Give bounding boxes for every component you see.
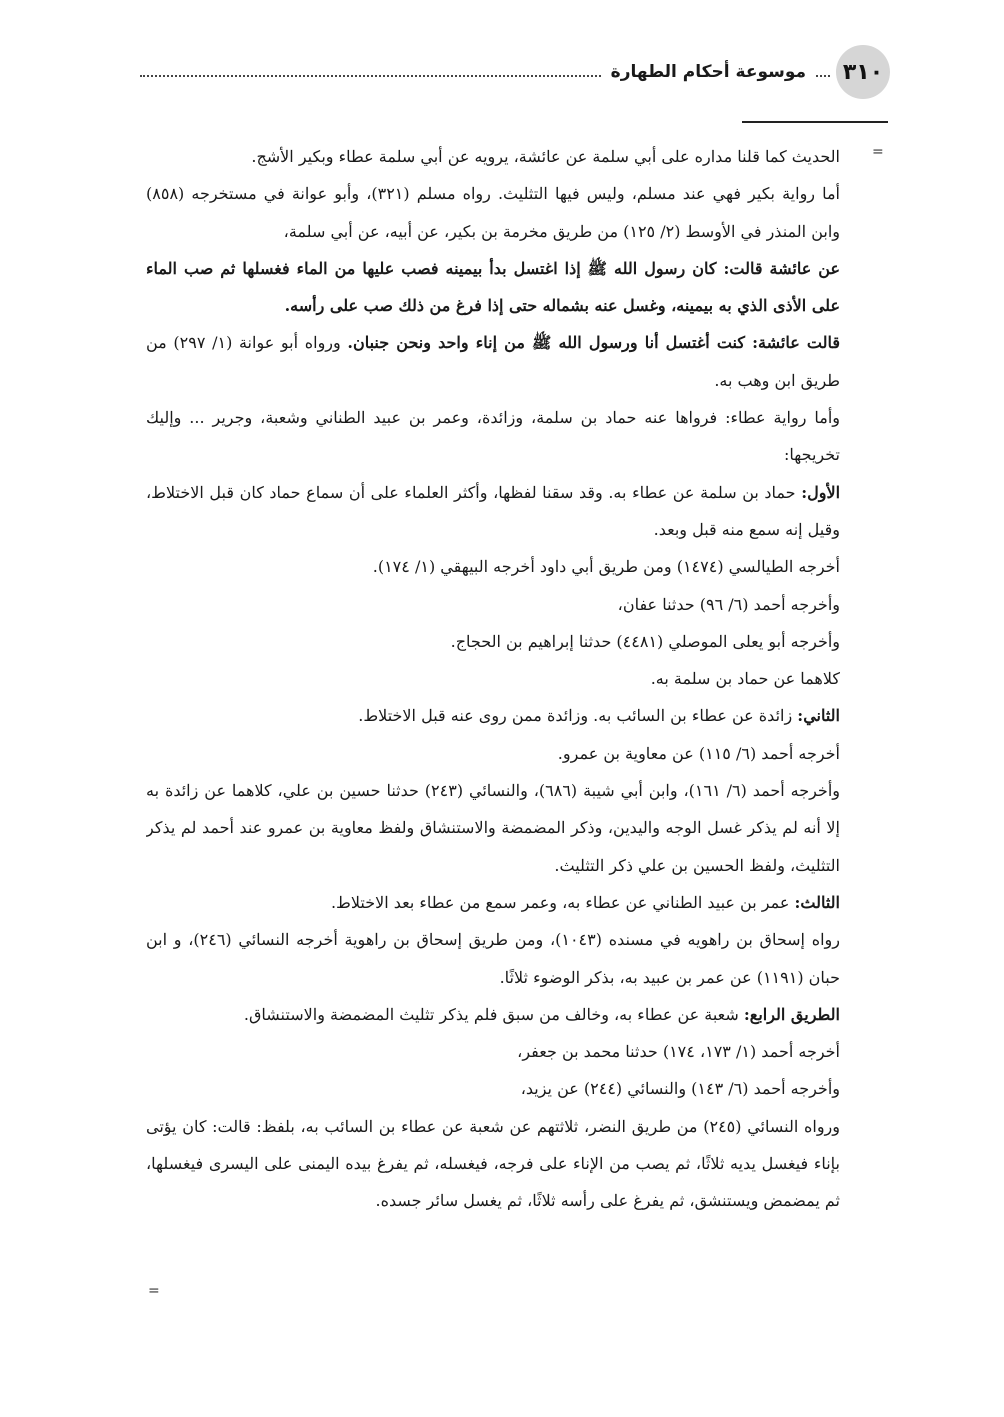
continuation-marker-top: = bbox=[872, 144, 884, 160]
paragraph: قالت عائشة: كنت أغتسل أنا ورسول الله ﷺ من إناء واحد ونحن جنبان. ورواه أبو عوانة (١/ ٢٩٧) من طريق ابن وهب به. bbox=[146, 333, 840, 390]
paragraph: أما رواية بكير فهي عند مسلم، وليس فيها التثليث. رواه مسلم (٣٢١)، وأبو عوانة في مستخرجه (٨٥٨) وابن المنذر في الأوسط (٢/ ١٢٥) من طريق مخرمة بن بكير، عن أبيه، عن أبي سلمة، bbox=[146, 184, 840, 241]
paragraph: وأخرجه أحمد (٦/ ١٦١)، وابن أبي شيبة (٦٨٦)، والنسائي (٢٤٣) حدثنا حسين بن علي، كلاهما عن زائدة به إلا أنه لم يذكر غسل الوجه واليدين، وذكر المضمضة والاستنشاق ولفظ معاوية بن عمرو عند أحمد لم يذكر التثليث، ولفظ الحسين بن علي ذكر التثليث. bbox=[146, 781, 840, 875]
paragraph: أخرجه الطيالسي (١٤٧٤) ومن طريق أبي داود أخرجه البيهقي (١/ ١٧٤). bbox=[372, 557, 840, 577]
paragraph: وأخرجه أحمد (٦/ ١٤٣) والنسائي (٢٤٤) عن يزيد، bbox=[520, 1079, 840, 1099]
header-dots-long bbox=[140, 75, 601, 77]
page-header bbox=[140, 44, 890, 100]
paragraph: أخرجه أحمد (٦/ ١١٥) عن معاوية بن عمرو. bbox=[557, 743, 840, 763]
footnote-body bbox=[146, 138, 840, 1318]
paragraph: وأخرجه أحمد (٦/ ٩٦) حدثنا عفان، bbox=[617, 594, 840, 614]
paragraph: وأخرجه أبو يعلى الموصلي (٤٤٨١) حدثنا إبراهيم بن الحجاج. bbox=[450, 631, 840, 651]
paragraph: الأول: حماد بن سلمة عن عطاء به. وقد سقنا لفظها، وأكثر العلماء على أن سماع حماد كان قبل الاختلاط، وقيل إنه سمع منه قبل وبعد. bbox=[146, 482, 840, 539]
paragraph-bold-quote: عن عائشة قالت: كان رسول الله ﷺ إذا اغتسل بدأ بيمينه فصب عليها من الماء فغسلها ثم صب الماء على الأذى الذي به بيمينه، وغسل عنه بشماله حتى إذا فرغ من ذلك صب على رأسه. bbox=[146, 258, 840, 316]
paragraph: الثاني: زائدة عن عطاء بن السائب به. وزائدة ممن روى عنه قبل الاختلاط. bbox=[358, 706, 840, 726]
paragraph: كلاهما عن حماد بن سلمة به. bbox=[650, 669, 840, 689]
paragraph: وأما رواية عطاء: فرواها عنه حماد بن سلمة، وزائدة، وعمر بن عبيد الطناني وشعبة، وجرير ... وإليك تخريجها: bbox=[146, 408, 840, 465]
continuation-marker-bottom: = bbox=[148, 1283, 160, 1299]
header-dots-short bbox=[816, 75, 830, 77]
paragraph: أخرجه أحمد (١/ ١٧٣، ١٧٤) حدثنا محمد بن جعفر، bbox=[517, 1042, 840, 1062]
paragraph: رواه إسحاق بن راهويه في مسنده (١٠٤٣)، ومن طريق إسحاق بن راهوية أخرجه النسائي (٢٤٦)، و ابن حبان (١١٩١) عن عمر بن عبيد به، بذكر الوضوء ثلاثًا. bbox=[146, 930, 840, 987]
paragraph: الثالث: عمر بن عبيد الطناني عن عطاء به، وعمر سمع من عطاء بعد الاختلاط. bbox=[330, 892, 840, 912]
paragraph: الطريق الرابع: شعبة عن عطاء به، وخالف من سبق فلم يذكر تثليث المضمضة والاستنشاق. bbox=[243, 1004, 840, 1024]
paragraph: ورواه النسائي (٢٤٥) من طريق النضر، ثلاثتهم عن شعبة عن عطاء بن السائب به، بلفظ: قالت: كان يؤتى بإناء فيغسل يديه ثلاثًا، ثم يصب من الإناء على فرجه، فيغسله، ثم يفرغ بيده اليمنى على اليسرى فيغسلها، ثم يمضمض ويستنشق، ثم يفرغ على رأسه ثلاثًا، ثم يغسل سائر جسده. bbox=[146, 1116, 840, 1211]
page-number: ٣١٠ bbox=[836, 45, 890, 99]
book-title: موسوعة أحكام الطهارة bbox=[610, 62, 806, 82]
paragraph: الحديث كما قلنا مداره على أبي سلمة عن عائشة، يرويه عن أبي سلمة عطاء وبكير الأشج. bbox=[251, 147, 840, 166]
footnote-separator bbox=[742, 121, 888, 123]
